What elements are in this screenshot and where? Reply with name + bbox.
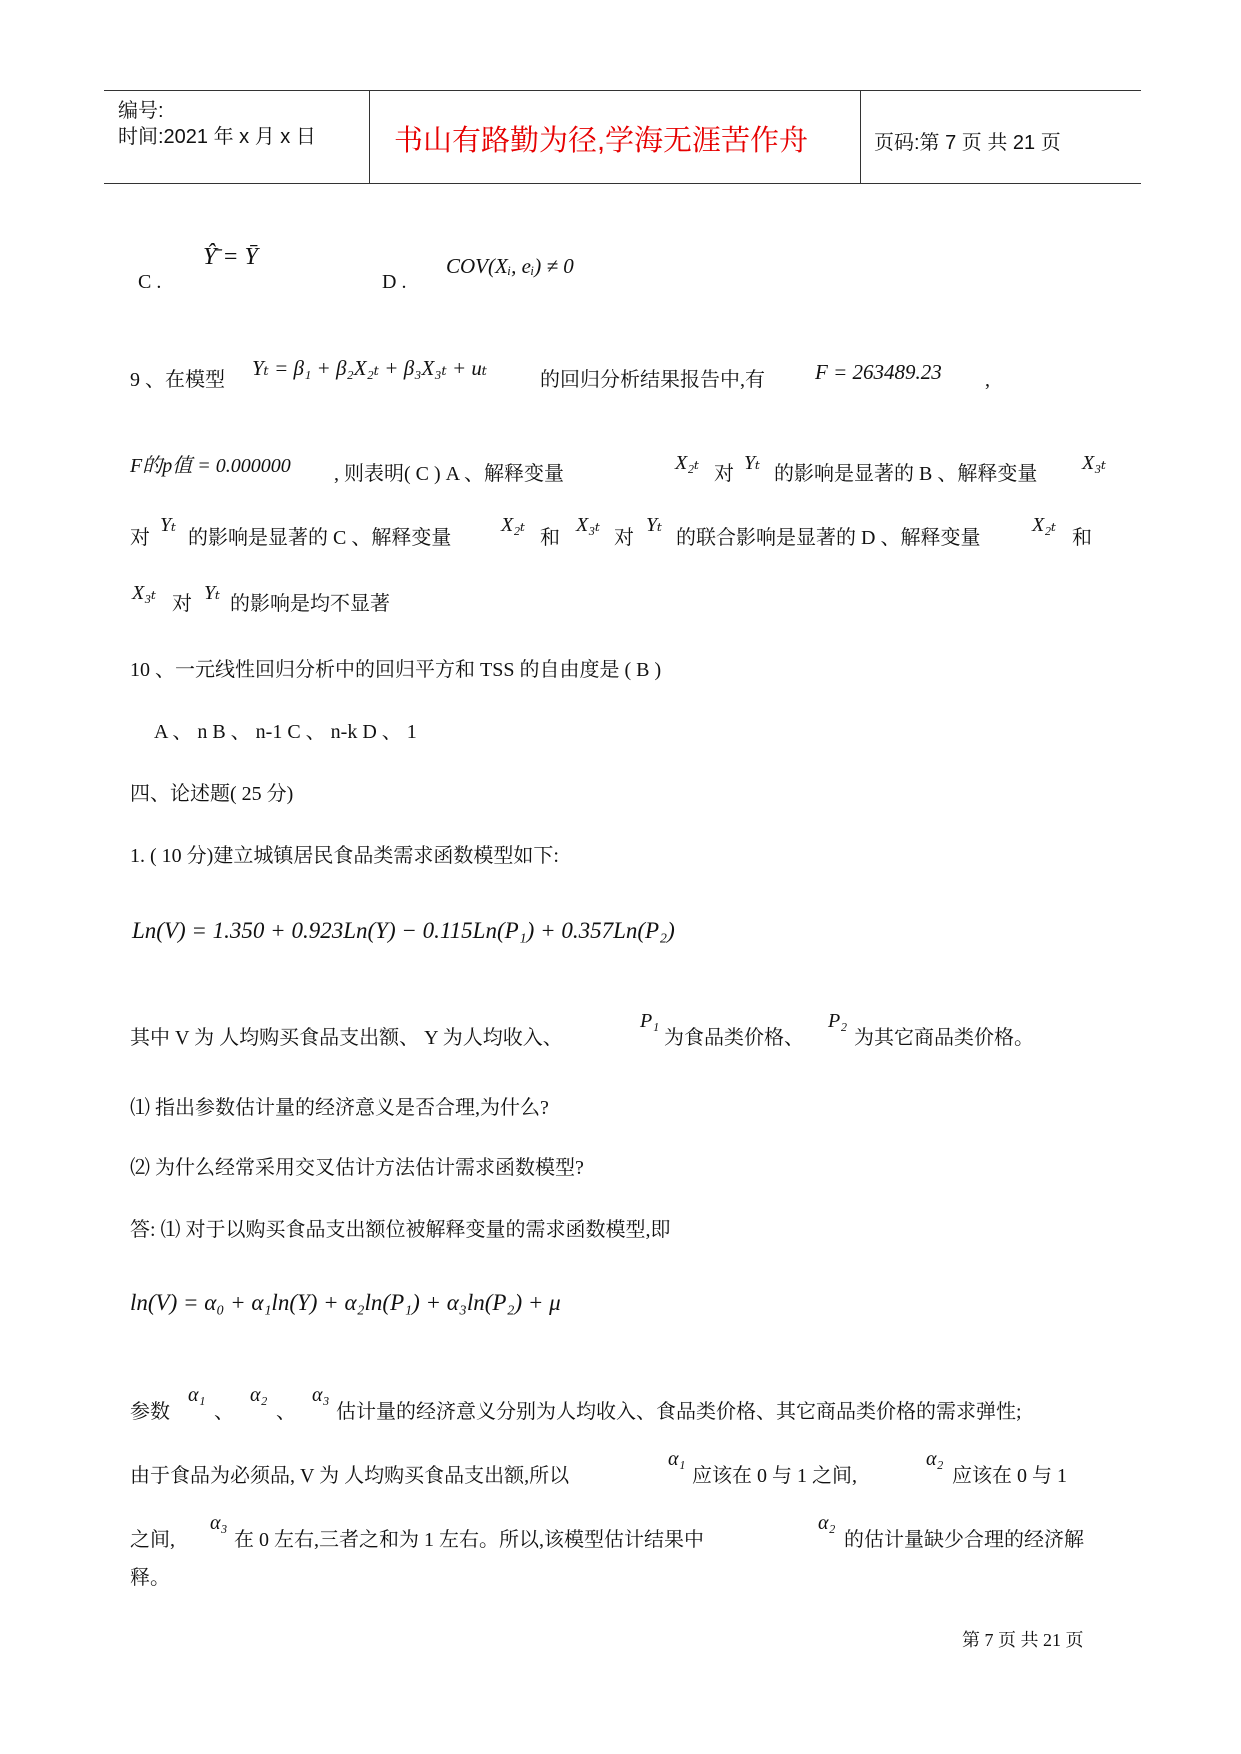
q9-line3-x3: X₃ₜ — [576, 514, 601, 536]
where-text-b: 为食品类价格、 — [664, 1027, 804, 1049]
q9-line4-x3: X₃ₜ — [132, 582, 157, 604]
q9-line3-dui2: 对 — [614, 527, 634, 549]
q9-line3-y: Yₜ — [160, 514, 177, 536]
q9-line2-text: , 则表明( C ) A 、解释变量 — [334, 463, 564, 485]
sub-question-2: ⑵ 为什么经常采用交叉估计方法估计需求函数模型? — [130, 1157, 584, 1179]
sub-question-1: ⑴ 指出参数估计量的经济意义是否合理,为什么? — [130, 1097, 549, 1119]
q9-line4-tail: 的影响是均不显著 — [230, 593, 390, 615]
footer-page-number: 第 7 页 共 21 页 — [962, 1630, 1084, 1650]
para2-c: 应该在 0 与 1 — [952, 1465, 1067, 1487]
para1-sep2: 、 — [276, 1401, 296, 1423]
header-divider-right — [860, 90, 861, 183]
q10-question: 10 、一元线性回归分析中的回归平方和 TSS 的自由度是 ( B ) — [130, 659, 662, 681]
model-formula: Ln(V) = 1.350 + 0.923Ln(Y) − 0.115Ln(P₁) + 0.357Ln(P₂) — [132, 918, 675, 943]
q9-line4-y: Yₜ — [204, 582, 221, 604]
time-label: 时间:2021 年 x 月 x 日 — [118, 126, 316, 148]
answer-formula: ln(V) = α₀ + α₁ln(Y) + α₂ln(P₁) + α₃ln(P₂) + μ — [130, 1290, 561, 1315]
para3-b: 在 0 左右,三者之和为 1 左右。所以,该模型估计结果中 — [234, 1529, 704, 1551]
where-text-c: 为其它商品类价格。 — [854, 1027, 1034, 1049]
para2-alpha2: α₂ — [926, 1448, 944, 1470]
q9-line2-x3: X₃ₜ — [1082, 452, 1107, 474]
option-c-formula: Ŷ̄ = Ȳ — [203, 244, 258, 270]
header-divider-left — [369, 90, 370, 183]
para1-a: 参数 — [130, 1401, 170, 1423]
para1-alpha3: α₃ — [312, 1384, 330, 1406]
para3-alpha3: α₃ — [210, 1512, 228, 1534]
header-bottom-rule — [104, 183, 1141, 184]
q9-line3-y2: Yₜ — [646, 514, 663, 536]
para3-a: 之间, — [130, 1529, 175, 1551]
q9-line3-x2: X₂ₜ — [501, 514, 526, 536]
q9-line3-he2: 和 — [1072, 527, 1092, 549]
para1-alpha2: α₂ — [250, 1384, 268, 1406]
q9-p-value: F的p值 = 0.000000 — [130, 455, 291, 477]
motto: 书山有路勤为径,学海无涯苦作舟 — [394, 125, 809, 157]
q9-line3-dui: 对 — [130, 527, 150, 549]
q9-line3-x2b: X₂ₜ — [1032, 514, 1057, 536]
q9-line3-text: 的影响是显著的 C 、解释变量 — [188, 527, 452, 549]
option-d-formula: COV(Xᵢ, eᵢ) ≠ 0 — [446, 254, 574, 278]
q9-model-formula: Yₜ = β₁ + β₂X₂ₜ + β₃X₃ₜ + uₜ — [252, 356, 488, 380]
option-c-label: C . — [138, 271, 162, 293]
header-top-rule — [104, 90, 1141, 91]
para2-a: 由于食品为必须品, V 为 人均购买食品支出额,所以 — [130, 1465, 570, 1487]
para2-alpha1: α₁ — [668, 1448, 686, 1470]
q10-options: A 、 n B 、 n-1 C 、 n-k D 、 1 — [154, 721, 417, 743]
para3-c: 的估计量缺少合理的经济解 — [844, 1529, 1084, 1551]
option-d-label: D . — [382, 271, 407, 293]
q9-f-value: F = 263489.23 — [815, 360, 942, 384]
para4: 释。 — [130, 1567, 170, 1589]
q9-line2-tail: 的影响是显著的 B 、解释变量 — [774, 463, 1038, 485]
q9-line4-dui: 对 — [172, 593, 192, 615]
answer-intro: 答: ⑴ 对于以购买食品支出额位被解释变量的需求函数模型,即 — [130, 1219, 671, 1241]
para1-alpha1: α₁ — [188, 1384, 206, 1406]
where-p1: P₁ — [640, 1010, 660, 1032]
para1-sep1: 、 — [214, 1401, 234, 1423]
q9-mid-text: 的回归分析结果报告中,有 — [540, 369, 765, 391]
q9-line2-y: Yₜ — [744, 452, 761, 474]
para1-b: 估计量的经济意义分别为人均收入、食品类价格、其它商品类价格的需求弹性; — [336, 1401, 1022, 1423]
q9-line3-tail: 的联合影响是显著的 D 、解释变量 — [676, 527, 981, 549]
para3-alpha2: α₂ — [818, 1512, 836, 1534]
page-label: 页码:第 7 页 共 21 页 — [874, 132, 1061, 154]
where-text-a: 其中 V 为 人均购买食品支出额、 Y 为人均收入、 — [130, 1027, 563, 1049]
para2-b: 应该在 0 与 1 之间, — [692, 1465, 857, 1487]
q9-line2-x2: X₂ₜ — [675, 452, 700, 474]
q9-comma: , — [985, 369, 990, 391]
where-p2: P₂ — [828, 1010, 848, 1032]
section-title: 四、论述题( 25 分) — [130, 783, 294, 805]
q9-line3-he: 和 — [540, 527, 560, 549]
q1-statement: 1. ( 10 分)建立城镇居民食品类需求函数模型如下: — [130, 845, 559, 867]
serial-label: 编号: — [118, 100, 164, 122]
q9-line2-dui: 对 — [714, 463, 734, 485]
q9-prefix: 9 、在模型 — [130, 369, 225, 391]
